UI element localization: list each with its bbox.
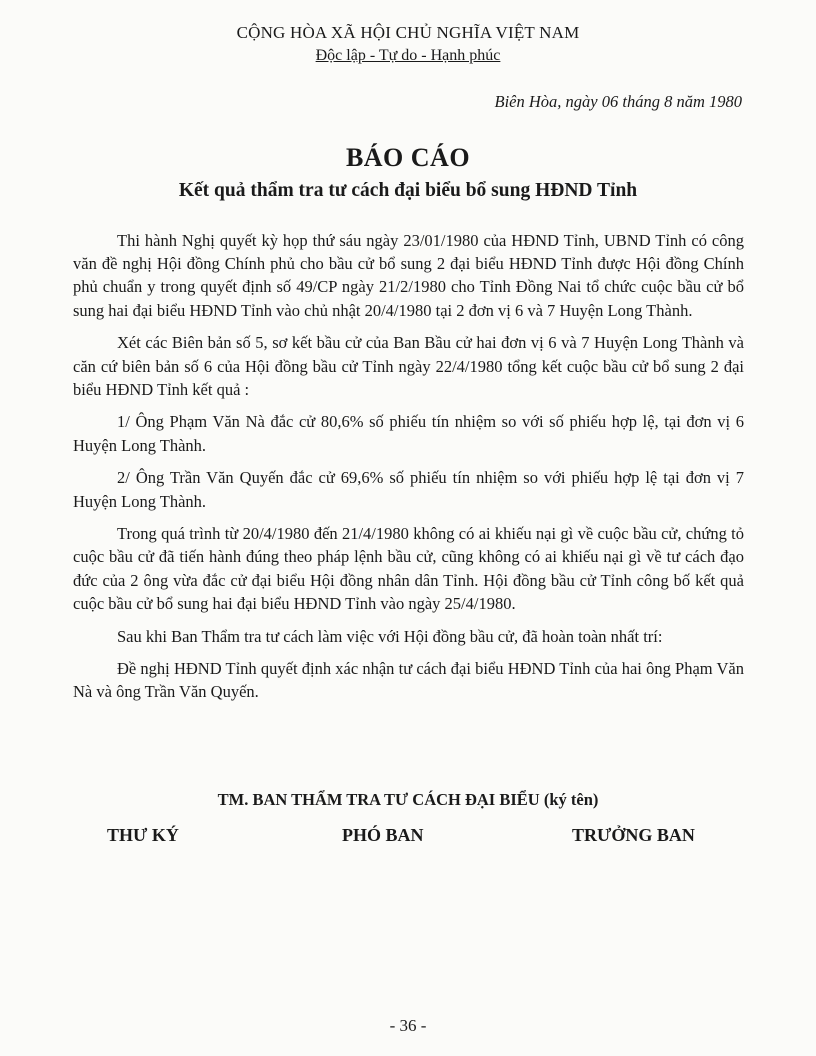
signature-head: TRƯỞNG BAN [572, 825, 695, 845]
paragraph-resolution: Thi hành Nghị quyết kỳ họp thứ sáu ngày 23/01/1980 của HĐND Tỉnh, UBND Tỉnh có công văn đề nghị Hội đồng Chính phủ cho bầu cử bổ sung 2 đại biểu HĐND Tỉnh được Hội đồng Chính phủ chuẩn y trong quyết định số 49/CP ngày 21/2/1980 cho Tỉnh Đồng Nai tổ chức cuộc bầu cử bổ sung hai đại biểu HĐND Tỉnh vào chủ nhật 20/4/1980 tại 2 đơn vị 6 và 7 Huyện Long Thành. [73, 231, 744, 320]
paragraph-result-2: 2/ Ông Trần Văn Quyến đắc cử 69,6% số phiếu tín nhiệm so với phiếu hợp lệ tại đơn vị 7 Huyện Long Thành. [73, 468, 744, 511]
paragraph-complaints: Trong quá trình từ 20/4/1980 đến 21/4/1980 không có ai khiếu nại gì về cuộc bầu cử, chứng tỏ cuộc bầu cử đã tiến hành đúng theo pháp lệnh bầu cử, cũng không có ai khiếu nại gì về tư cách đạo đức của 2 ông vừa đắc cử đại biểu Hội đồng nhân dân Tỉnh. Hội đồng bầu cử Tỉnh công bố kết quả cuộc bầu cử bổ sung hai đại biểu HĐND Tỉnh vào ngày 25/4/1980. [73, 524, 744, 613]
paragraph-agreement: Sau khi Ban Thẩm tra tư cách làm việc với Hội đồng bầu cử, đã hoàn toàn nhất trí: [117, 626, 663, 646]
report-body [73, 229, 744, 713]
national-motto: Độc lập - Tự do - Hạnh phúc [315, 47, 501, 64]
date-line: Biên Hòa, ngày 06 tháng 8 năm 1980 [494, 92, 742, 111]
paragraph-result-1: 1/ Ông Phạm Văn Nà đắc cử 80,6% số phiếu tín nhiệm so với số phiếu hợp lệ, tại đơn vị 6 Huyện Long Thành. [73, 412, 744, 455]
signature-title: TM. BAN THẨM TRA TƯ CÁCH ĐẠI BIỂU (ký tên) [217, 790, 599, 809]
paragraph-minutes: Xét các Biên bản số 5, sơ kết bầu cử của Ban Bầu cử hai đơn vị 6 và 7 Huyện Long Thành và căn cứ biên bản số 6 của Hội đồng bầu cử Tỉnh ngày 22/4/1980 tổng kết cuộc bầu cử bổ sung 2 đại biểu HĐND Tỉnh kết quả : [73, 333, 744, 399]
report-subtitle: Kết quả thẩm tra tư cách đại biểu bổ sung HĐND Tỉnh [178, 180, 638, 201]
page-number: - 36 - [389, 1016, 427, 1035]
national-title: CỘNG HÒA XÃ HỘI CHỦ NGHĨA VIỆT NAM [236, 23, 580, 42]
paragraph-proposal: Đề nghị HĐND Tỉnh quyết định xác nhận tư cách đại biểu HĐND Tỉnh của hai ông Phạm Văn Nà và ông Trần Văn Quyến. [73, 659, 744, 702]
national-header [0, 22, 816, 67]
signature-secretary: THƯ KÝ [107, 825, 179, 845]
signature-deputy-head: PHÓ BAN [342, 825, 424, 845]
report-title: BÁO CÁO [345, 143, 471, 172]
